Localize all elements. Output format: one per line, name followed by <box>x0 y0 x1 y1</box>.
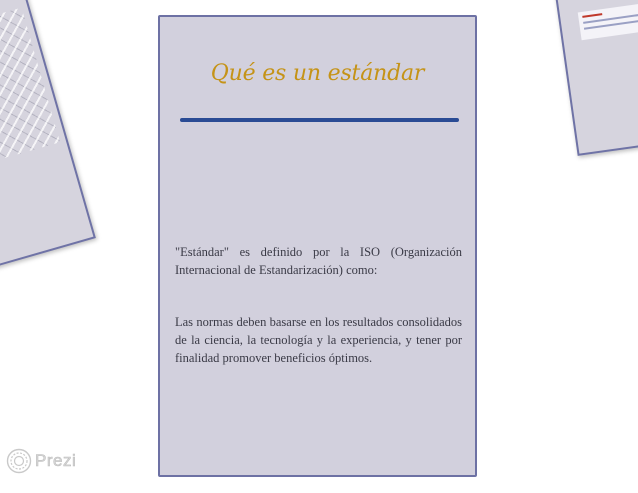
definition-text: Las normas deben basarse en los resultados consolidados de la ciencia, la tecnología y la experiencia, y tener por finalidad promover beneficios óptimos. <box>175 315 462 365</box>
neighbor-slide-right[interactable] <box>552 0 638 156</box>
prezi-logo-text: Prezi <box>35 451 77 470</box>
prezi-logo[interactable] <box>6 448 76 474</box>
title-underline <box>180 118 459 122</box>
slide-card <box>158 15 477 477</box>
slide-title: Qué es un estándar <box>210 61 425 86</box>
neighbor-slide-thumbnail <box>578 0 638 40</box>
definition-intro: "Estándar" es definido por la ISO (Organización Internacional de Estandarización) como: <box>175 245 462 277</box>
neighbor-slide-left[interactable] <box>0 0 96 297</box>
neighbor-slide-pattern <box>0 8 60 162</box>
prezi-logo-icon <box>6 448 32 474</box>
